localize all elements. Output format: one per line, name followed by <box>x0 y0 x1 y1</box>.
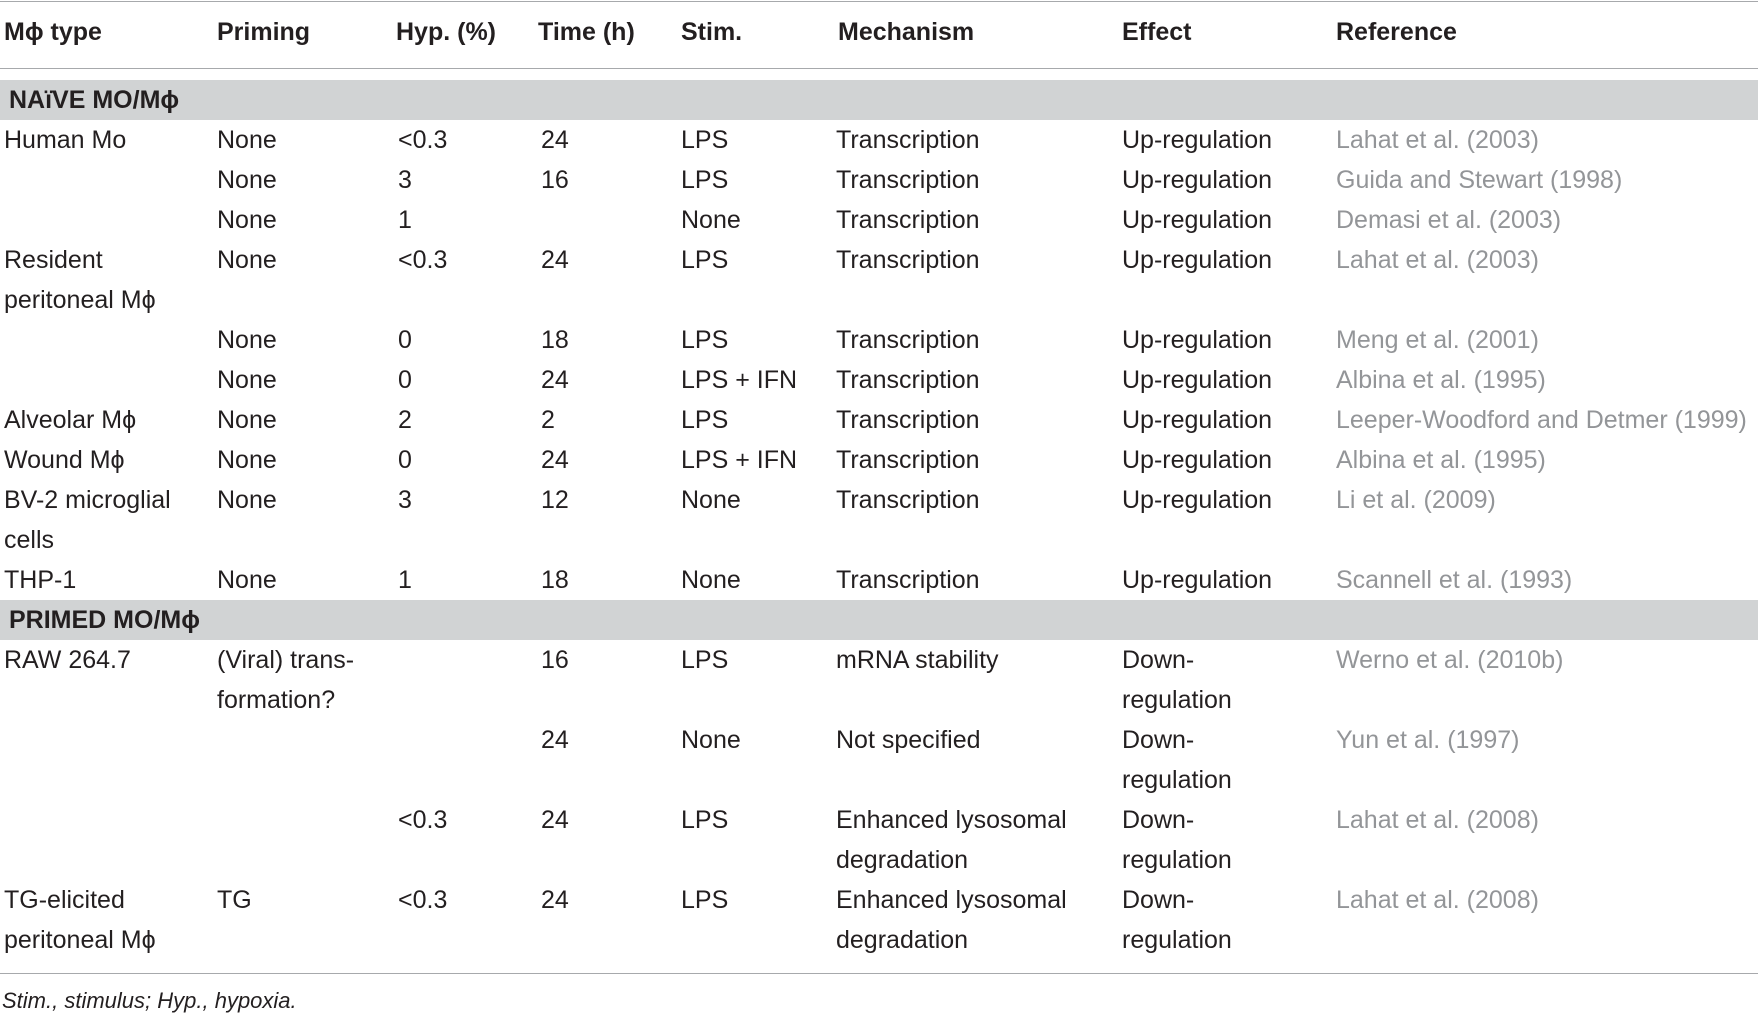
cell-mechanism: Transcription <box>836 206 980 234</box>
cell-mechanism: Not specified <box>836 726 981 754</box>
cell-type-continued: peritoneal Mϕ <box>4 286 156 314</box>
cell-type: THP-1 <box>4 566 77 594</box>
col-header-hypoxia: Hyp. (%) <box>396 18 496 46</box>
col-header-effect: Effect <box>1122 18 1192 46</box>
section-title: NAïVE MO/Mϕ <box>9 86 180 114</box>
cell-stimulus: LPS + IFN <box>681 446 798 474</box>
cell-priming: None <box>217 326 277 354</box>
cell-stimulus: LPS + IFN <box>681 366 798 394</box>
cell-effect: Down- <box>1122 646 1195 674</box>
cell-effect: regulation <box>1122 926 1232 954</box>
cell-mechanism: Enhanced lysosomal <box>836 806 1067 834</box>
cell-time: 24 <box>541 806 569 834</box>
cell-priming: None <box>217 486 277 514</box>
cell-hypoxia: 0 <box>398 366 412 394</box>
header-rule <box>0 68 1758 69</box>
cell-type: Resident <box>4 246 103 274</box>
cell-stimulus: LPS <box>681 406 729 434</box>
cell-hypoxia: <0.3 <box>398 806 448 834</box>
cell-priming: None <box>217 566 277 594</box>
cell-type: peritoneal Mϕ <box>4 926 156 954</box>
cell-mechanism: Enhanced lysosomal <box>836 886 1067 914</box>
cell-priming: None <box>217 366 277 394</box>
cell-mechanism: Transcription <box>836 566 980 594</box>
cell-stimulus: LPS <box>681 246 729 274</box>
cell-stimulus: None <box>681 206 741 234</box>
cell-effect: regulation <box>1122 766 1232 794</box>
cell-time: 24 <box>541 726 569 754</box>
cell-type: Human Mo <box>4 126 127 154</box>
cell-mechanism: Transcription <box>836 406 980 434</box>
cell-effect: Up-regulation <box>1122 366 1273 394</box>
top-rule <box>0 1 1758 2</box>
cell-mechanism: degradation <box>836 846 969 874</box>
cell-stimulus: None <box>681 726 741 754</box>
section-header-naive <box>0 80 1758 120</box>
cell-stimulus: LPS <box>681 166 729 194</box>
cell-effect: Up-regulation <box>1122 326 1273 354</box>
cell-effect: Down- <box>1122 726 1195 754</box>
cell-stimulus: None <box>681 486 741 514</box>
cell-priming: None <box>217 206 277 234</box>
cell-type: BV-2 microglial <box>4 486 171 514</box>
cell-reference: Albina et al. (1995) <box>1336 446 1546 474</box>
col-header-type: Mϕ type <box>4 18 102 46</box>
cell-mechanism: Transcription <box>836 126 980 154</box>
cell-time: 12 <box>541 486 569 514</box>
cell-effect: Up-regulation <box>1122 566 1273 594</box>
cell-stimulus: LPS <box>681 646 729 674</box>
cell-reference: Lahat et al. (2008) <box>1336 886 1539 914</box>
cell-mechanism: Transcription <box>836 166 980 194</box>
cell-reference: Li et al. (2009) <box>1336 486 1496 514</box>
cell-priming: None <box>217 446 277 474</box>
cell-effect: Up-regulation <box>1122 246 1273 274</box>
cell-mechanism: Transcription <box>836 246 980 274</box>
cell-hypoxia: 0 <box>398 326 412 354</box>
table-footnote: Stim., stimulus; Hyp., hypoxia. <box>2 988 297 1013</box>
cell-effect: Up-regulation <box>1122 486 1273 514</box>
col-header-mechanism: Mechanism <box>838 18 975 46</box>
cell-time: 16 <box>541 166 569 194</box>
cell-reference: Albina et al. (1995) <box>1336 366 1546 394</box>
cell-priming: (Viral) trans- <box>217 646 355 674</box>
cell-mechanism: Transcription <box>836 326 980 354</box>
cell-hypoxia: 3 <box>398 166 412 194</box>
cell-priming: None <box>217 246 277 274</box>
bottom-rule <box>0 973 1758 974</box>
cell-mechanism: mRNA stability <box>836 646 999 674</box>
cell-reference: Guida and Stewart (1998) <box>1336 166 1623 194</box>
col-header-priming: Priming <box>217 18 311 46</box>
cell-effect: Down- <box>1122 886 1195 914</box>
cell-time: 16 <box>541 646 569 674</box>
cell-effect: Up-regulation <box>1122 166 1273 194</box>
cell-type-continued: cells <box>4 526 55 554</box>
cell-hypoxia: 1 <box>398 566 412 594</box>
cell-reference: Yun et al. (1997) <box>1336 726 1520 754</box>
section-title: PRIMED MO/Mϕ <box>9 606 200 634</box>
cell-hypoxia: 3 <box>398 486 412 514</box>
cell-mechanism: degradation <box>836 926 969 954</box>
cell-type: Wound Mϕ <box>4 446 125 474</box>
cell-effect: Up-regulation <box>1122 406 1273 434</box>
cell-time: 2 <box>541 406 555 434</box>
cell-mechanism: Transcription <box>836 486 980 514</box>
cell-type: Alveolar Mϕ <box>4 406 137 434</box>
cell-priming: None <box>217 406 277 434</box>
cell-stimulus: LPS <box>681 126 729 154</box>
cell-mechanism: Transcription <box>836 366 980 394</box>
cell-mechanism: Transcription <box>836 446 980 474</box>
cell-hypoxia: 1 <box>398 206 412 234</box>
cell-reference: Demasi et al. (2003) <box>1336 206 1562 234</box>
cell-hypoxia: 0 <box>398 446 412 474</box>
cell-reference: Lahat et al. (2003) <box>1336 246 1539 274</box>
col-header-reference: Reference <box>1336 18 1457 46</box>
col-header-stimulus: Stim. <box>681 18 743 46</box>
cell-priming: TG <box>217 886 252 914</box>
cell-stimulus: LPS <box>681 326 729 354</box>
cell-reference: Lahat et al. (2003) <box>1336 126 1539 154</box>
cell-effect: Up-regulation <box>1122 446 1273 474</box>
cell-reference: Lahat et al. (2008) <box>1336 806 1539 834</box>
cell-reference: Meng et al. (2001) <box>1336 326 1539 354</box>
cell-priming: formation? <box>217 686 336 714</box>
section-header-primed <box>0 600 1758 640</box>
cell-hypoxia: <0.3 <box>398 246 448 274</box>
cell-priming: None <box>217 166 277 194</box>
cell-time: 24 <box>541 246 569 274</box>
cell-hypoxia: <0.3 <box>398 126 448 154</box>
cell-time: 18 <box>541 566 569 594</box>
cell-reference: Scannell et al. (1993) <box>1336 566 1573 594</box>
cell-time: 24 <box>541 366 569 394</box>
col-header-time: Time (h) <box>538 18 635 46</box>
cell-effect: regulation <box>1122 846 1232 874</box>
cell-reference: Werno et al. (2010b) <box>1336 646 1564 674</box>
cell-time: 24 <box>541 886 569 914</box>
cell-hypoxia: <0.3 <box>398 886 448 914</box>
cell-effect: Up-regulation <box>1122 126 1273 154</box>
cell-type: TG-elicited <box>4 886 125 914</box>
cell-stimulus: LPS <box>681 806 729 834</box>
cell-effect: regulation <box>1122 686 1232 714</box>
cell-reference: Leeper-Woodford and Detmer (1999) <box>1336 406 1747 434</box>
cell-type: RAW 264.7 <box>4 646 131 674</box>
cell-stimulus: None <box>681 566 741 594</box>
cell-time: 24 <box>541 446 569 474</box>
cell-time: 24 <box>541 126 569 154</box>
cell-hypoxia: 2 <box>398 406 412 434</box>
cell-time: 18 <box>541 326 569 354</box>
cell-stimulus: LPS <box>681 886 729 914</box>
cell-priming: None <box>217 126 277 154</box>
cell-effect: Up-regulation <box>1122 206 1273 234</box>
cell-effect: Down- <box>1122 806 1195 834</box>
